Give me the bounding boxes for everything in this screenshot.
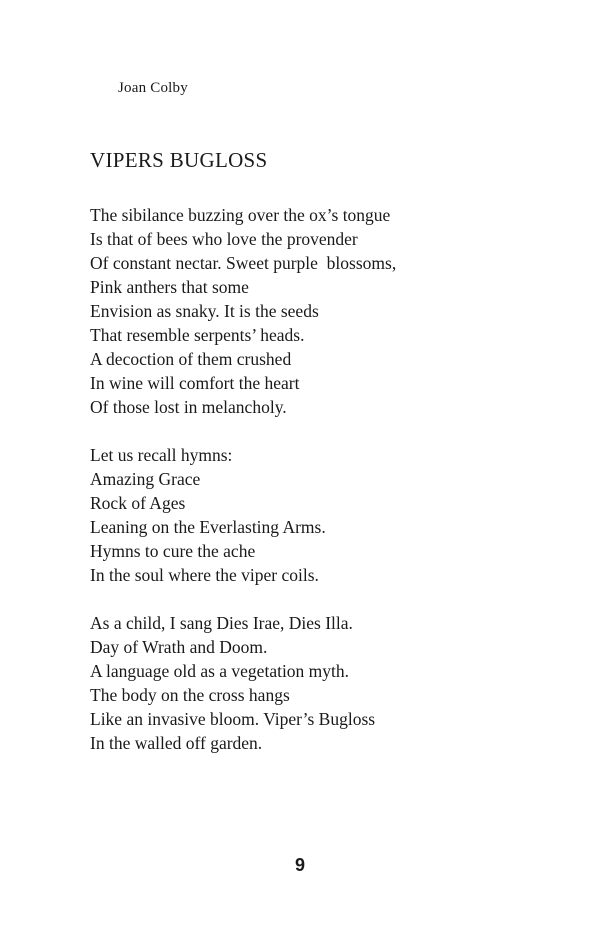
page-number: 9 [294,855,305,875]
poem-line: That resemble serpents’ heads. [90,325,305,345]
poem-line: Of those lost in melancholy. [90,397,287,417]
poem-line: In the walled off garden. [90,733,263,753]
poem-title: VIPERS BUGLOSS [90,148,268,172]
poem-line: Let us recall hymns: [90,445,233,465]
poem-line: Is that of bees who love the provender [90,229,358,249]
poem-line: The sibilance buzzing over the ox’s tongue [90,205,391,225]
poem-line: Like an invasive bloom. Viper’s Bugloss [90,709,376,729]
stanza-1 [90,203,570,419]
poem-line: In wine will comfort the heart [90,373,300,393]
poem-line: The body on the cross hangs [90,685,290,705]
stanza-2 [90,443,570,587]
poem-line: Pink anthers that some [90,277,249,297]
running-header-author: Joan Colby [118,80,188,96]
poem-body [90,203,570,779]
poem-line: Envision as snaky. It is the seeds [90,301,319,321]
poem-line: A decoction of them crushed [90,349,292,369]
poem-line: As a child, I sang Dies Irae, Dies Illa. [90,613,353,633]
poem-line: Hymns to cure the ache [90,541,256,561]
poem-line: Amazing Grace [90,469,201,489]
poem-line: Rock of Ages [90,493,186,513]
stanza-3 [90,611,570,755]
poem-line: A language old as a vegetation myth. [90,661,350,681]
poem-line: Leaning on the Everlasting Arms. [90,517,326,537]
poem-line: Day of Wrath and Doom. [90,637,268,657]
poem-line: Of constant nectar. Sweet purple blossoms, [90,253,397,273]
poem-line: In the soul where the viper coils. [90,565,319,585]
